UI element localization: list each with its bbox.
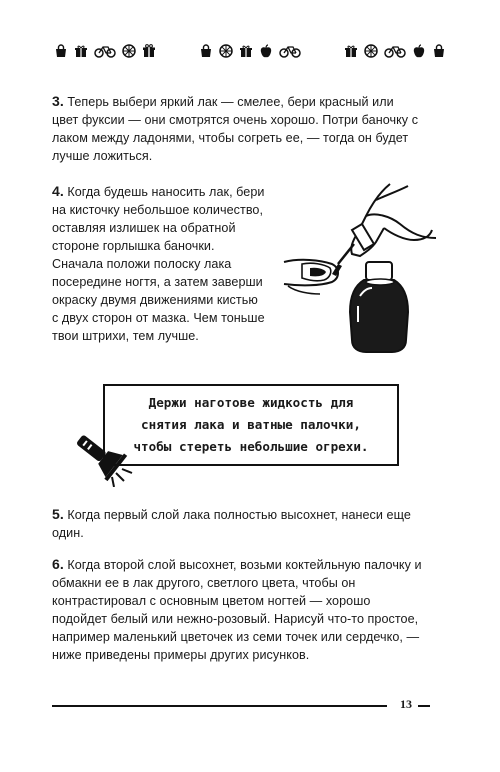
bag-icon [54, 44, 68, 58]
wheel-icon [122, 44, 136, 58]
icon-group-right [344, 44, 446, 58]
wheel-icon [219, 44, 233, 58]
gift-icon [74, 44, 88, 58]
step-3-text: Теперь выбери яркий лак — смелее, бери красный или цвет фуксии — они смотрятся очень хорошо. Потри баночку с лаком между ладонями, чтобы согреть ее, — тогда он будет лучше ложиться. [52, 95, 419, 163]
footer-rule [52, 705, 387, 707]
bicycle-icon [94, 44, 116, 58]
step-5-paragraph [52, 505, 422, 542]
step-6-number: 6. [52, 556, 64, 572]
step-6-paragraph [52, 555, 427, 664]
decorative-icon-row [54, 40, 446, 62]
bicycle-icon [279, 44, 301, 58]
apple-icon [412, 44, 426, 58]
page-number: 13 [400, 697, 412, 711]
icon-group-left [54, 44, 156, 58]
tip-line: Держи наготове жидкость для [148, 395, 354, 410]
bag-icon [199, 44, 213, 58]
gift-icon [344, 44, 358, 58]
flashlight-icon [70, 425, 138, 487]
footer-dash [418, 705, 430, 707]
step-3-number: 3. [52, 93, 64, 109]
tip-box [103, 384, 399, 466]
tip-line: чтобы стереть небольшие огрехи. [133, 439, 369, 454]
tip-line: снятия лака и ватные палочки, [141, 417, 361, 432]
icon-group-center [199, 44, 301, 58]
step-5-text: Когда первый слой лака полностью высохнет, нанеси еще один. [52, 508, 411, 540]
step-4-text: Когда будешь наносить лак, бери на кисточку небольшое количество, оставляя излишек на обратной стороне горлышка баночки. Сначала положи полоску лака посередине ногтя, а затем заверши окраску двумя движениями кистью с двух сторон от мазка. Чем тоньше твои штрихи, тем лучше. [52, 185, 265, 343]
step-4-number: 4. [52, 183, 64, 199]
apple-icon [259, 44, 273, 58]
step-3-paragraph [52, 92, 422, 165]
bicycle-icon [384, 44, 406, 58]
tip-text [133, 392, 368, 458]
step-4-paragraph [52, 182, 267, 345]
wheel-icon [364, 44, 378, 58]
step-6-text: Когда второй слой высохнет, возьми коктейльную палочку и обмакни ее в лак другого, светлого цвета, чтобы он контрастировал с основным цветом ногтей — хорошо подойдет белый или нежно-розовый. Нарисуй что-то простое, например маленький цветочек из семи точек или сердечко, — ниже приведены примеры других рисунков. [52, 558, 422, 662]
present-icon [142, 44, 156, 58]
gift-icon [239, 44, 253, 58]
nail-polish-illustration [280, 182, 445, 354]
step-5-number: 5. [52, 506, 64, 522]
bag-icon [432, 44, 446, 58]
